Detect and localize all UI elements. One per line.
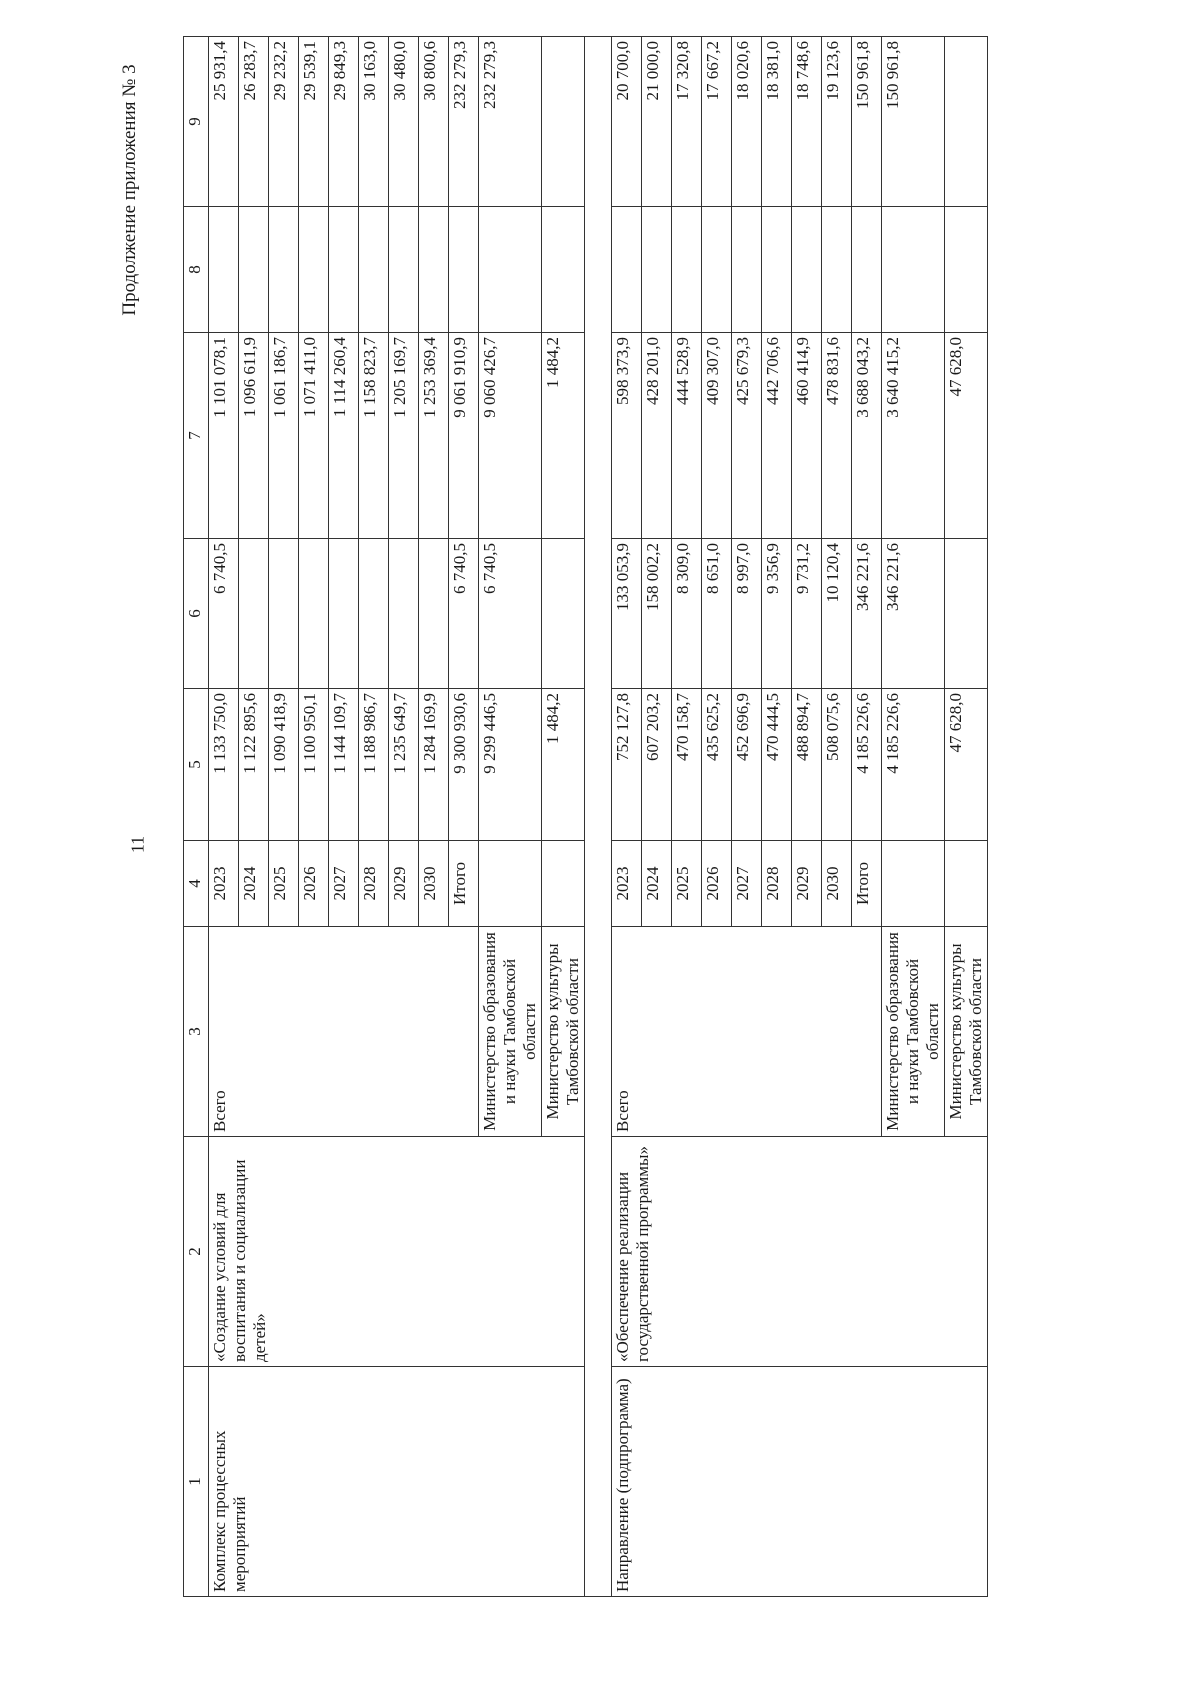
- amount-cell: 607 203,2: [642, 689, 672, 841]
- amount-cell: 409 307,0: [702, 333, 732, 539]
- amount-cell: 1 114 260,4: [329, 333, 359, 539]
- year-cell-empty: [882, 841, 945, 927]
- amount-cell: 47 628,0: [945, 689, 988, 841]
- rotated-table-wrapper: [183, 37, 1063, 1597]
- amount-cell: 452 696,9: [732, 689, 762, 841]
- amount-cell: 444 528,9: [672, 333, 702, 539]
- amount-cell: 19 123,6: [822, 37, 852, 207]
- amount-cell: 158 002,2: [642, 539, 672, 689]
- year-cell: 2026: [299, 841, 329, 927]
- year-cell: 2025: [672, 841, 702, 927]
- column-number: 1: [184, 1367, 209, 1597]
- amount-cell: 1 284 169,9: [419, 689, 449, 841]
- amount-cell: 1 484,2: [542, 333, 585, 539]
- amount-cell: 435 625,2: [702, 689, 732, 841]
- amount-cell: 9 356,9: [762, 539, 792, 689]
- amount-cell: 9 300 930,6: [449, 689, 479, 841]
- column-number: 2: [184, 1137, 209, 1367]
- agency-name: Министерство образования и науки Тамбовской области: [479, 927, 542, 1137]
- amount-cell: 1 235 649,7: [389, 689, 419, 841]
- column-number-row: [184, 37, 209, 1597]
- year-cell: 2029: [792, 841, 822, 927]
- amount-cell: 598 373,9: [612, 333, 642, 539]
- amount-cell: [612, 207, 642, 333]
- amount-cell: 150 961,8: [882, 37, 945, 207]
- amount-cell: [419, 207, 449, 333]
- amount-cell: 346 221,6: [852, 539, 882, 689]
- amount-cell: [732, 207, 762, 333]
- spacer-row: [585, 37, 612, 1597]
- amount-cell: 1 205 169,7: [389, 333, 419, 539]
- amount-cell: 1 100 950,1: [299, 689, 329, 841]
- year-cell: 2023: [209, 841, 239, 927]
- block-type: Комплекс процессных мероприятий: [209, 1367, 585, 1597]
- amount-cell: 10 120,4: [822, 539, 852, 689]
- amount-cell: 1 071 411,0: [299, 333, 329, 539]
- year-cell: 2029: [389, 841, 419, 927]
- amount-cell: 1 090 418,9: [269, 689, 299, 841]
- amount-cell: 6 740,5: [449, 539, 479, 689]
- year-cell: Итого: [852, 841, 882, 927]
- spacer-cell: [585, 37, 612, 1597]
- amount-cell: 8 651,0: [702, 539, 732, 689]
- amount-cell: 30 163,0: [359, 37, 389, 207]
- amount-cell: 752 127,8: [612, 689, 642, 841]
- amount-cell: [479, 207, 542, 333]
- amount-cell: [389, 539, 419, 689]
- year-cell: 2024: [239, 841, 269, 927]
- amount-cell: 29 539,1: [299, 37, 329, 207]
- amount-cell: [359, 207, 389, 333]
- amount-cell: [269, 207, 299, 333]
- amount-cell: 25 931,4: [209, 37, 239, 207]
- amount-cell: 428 201,0: [642, 333, 672, 539]
- amount-cell: 29 232,2: [269, 37, 299, 207]
- amount-cell: [792, 207, 822, 333]
- amount-cell: 470 158,7: [672, 689, 702, 841]
- amount-cell: 470 444,5: [762, 689, 792, 841]
- amount-cell: [702, 207, 732, 333]
- amount-cell: [945, 539, 988, 689]
- amount-cell: [329, 539, 359, 689]
- year-cell-empty: [542, 841, 585, 927]
- year-cell: 2023: [612, 841, 642, 927]
- amount-cell: 133 053,9: [612, 539, 642, 689]
- budget-table: [183, 36, 988, 1597]
- amount-cell: 1 144 109,7: [329, 689, 359, 841]
- column-number: 4: [184, 841, 209, 927]
- year-cell: 2028: [762, 841, 792, 927]
- amount-cell: 1 101 078,1: [209, 333, 239, 539]
- amount-cell: 18 020,6: [732, 37, 762, 207]
- amount-cell: 1 188 986,7: [359, 689, 389, 841]
- amount-cell: [882, 207, 945, 333]
- amount-cell: 8 309,0: [672, 539, 702, 689]
- amount-cell: [419, 539, 449, 689]
- amount-cell: [209, 207, 239, 333]
- table-row: [209, 37, 239, 1597]
- amount-cell: 18 748,6: [792, 37, 822, 207]
- amount-cell: 1 122 895,6: [239, 689, 269, 841]
- column-number: 3: [184, 927, 209, 1137]
- amount-cell: 346 221,6: [882, 539, 945, 689]
- year-cell: 2025: [269, 841, 299, 927]
- year-cell: 2026: [702, 841, 732, 927]
- column-number: 7: [184, 333, 209, 539]
- block-type: Направление (подпрограмма): [612, 1367, 988, 1597]
- amount-cell: [672, 207, 702, 333]
- amount-cell: 3 688 043,2: [852, 333, 882, 539]
- column-number: 9: [184, 37, 209, 207]
- amount-cell: 18 381,0: [762, 37, 792, 207]
- year-cell-empty: [945, 841, 988, 927]
- amount-cell: 17 667,2: [702, 37, 732, 207]
- amount-cell: 6 740,5: [209, 539, 239, 689]
- amount-cell: [822, 207, 852, 333]
- year-cell-empty: [479, 841, 542, 927]
- funding-source: Всего: [612, 927, 882, 1137]
- amount-cell: 26 283,7: [239, 37, 269, 207]
- column-number: 6: [184, 539, 209, 689]
- amount-cell: [239, 207, 269, 333]
- column-number: 5: [184, 689, 209, 841]
- amount-cell: 1 253 369,4: [419, 333, 449, 539]
- amount-cell: [762, 207, 792, 333]
- amount-cell: 425 679,3: [732, 333, 762, 539]
- amount-cell: 1 158 823,7: [359, 333, 389, 539]
- agency-name: Министерство культуры Тамбовской области: [542, 927, 585, 1137]
- amount-cell: [239, 539, 269, 689]
- amount-cell: 9 060 426,7: [479, 333, 542, 539]
- year-cell: 2024: [642, 841, 672, 927]
- year-cell: 2028: [359, 841, 389, 927]
- amount-cell: [269, 539, 299, 689]
- amount-cell: [945, 37, 988, 207]
- amount-cell: 1 061 186,7: [269, 333, 299, 539]
- agency-name: Министерство культуры Тамбовской области: [945, 927, 988, 1137]
- amount-cell: 460 414,9: [792, 333, 822, 539]
- amount-cell: [642, 207, 672, 333]
- amount-cell: 232 279,3: [449, 37, 479, 207]
- year-cell: 2030: [822, 841, 852, 927]
- amount-cell: [329, 207, 359, 333]
- year-cell: 2030: [419, 841, 449, 927]
- page-number: 11: [127, 835, 148, 854]
- amount-cell: 9 299 446,5: [479, 689, 542, 841]
- year-cell: 2027: [732, 841, 762, 927]
- amount-cell: 47 628,0: [945, 333, 988, 539]
- amount-cell: 4 185 226,6: [882, 689, 945, 841]
- amount-cell: [852, 207, 882, 333]
- amount-cell: [542, 37, 585, 207]
- amount-cell: 8 997,0: [732, 539, 762, 689]
- amount-cell: 150 961,8: [852, 37, 882, 207]
- amount-cell: 30 800,6: [419, 37, 449, 207]
- amount-cell: 9 731,2: [792, 539, 822, 689]
- amount-cell: 508 075,6: [822, 689, 852, 841]
- amount-cell: 442 706,6: [762, 333, 792, 539]
- block-name: «Обеспечение реализации государственной программы»: [612, 1137, 988, 1367]
- amount-cell: 30 480,0: [389, 37, 419, 207]
- amount-cell: 478 831,6: [822, 333, 852, 539]
- amount-cell: 4 185 226,6: [852, 689, 882, 841]
- amount-cell: [542, 539, 585, 689]
- amount-cell: 1 096 611,9: [239, 333, 269, 539]
- amount-cell: 21 000,0: [642, 37, 672, 207]
- amount-cell: [389, 207, 419, 333]
- amount-cell: 1 484,2: [542, 689, 585, 841]
- amount-cell: 29 849,3: [329, 37, 359, 207]
- block-name: «Создание условий для воспитания и социализации детей»: [209, 1137, 585, 1367]
- funding-source: Всего: [209, 927, 479, 1137]
- column-number: 8: [184, 207, 209, 333]
- amount-cell: 3 640 415,2: [882, 333, 945, 539]
- amount-cell: 6 740,5: [479, 539, 542, 689]
- amount-cell: 232 279,3: [479, 37, 542, 207]
- agency-name: Министерство образования и науки Тамбовской области: [882, 927, 945, 1137]
- amount-cell: [449, 207, 479, 333]
- year-cell: Итого: [449, 841, 479, 927]
- amount-cell: [299, 207, 329, 333]
- amount-cell: 9 061 910,9: [449, 333, 479, 539]
- amount-cell: 20 700,0: [612, 37, 642, 207]
- amount-cell: [542, 207, 585, 333]
- year-cell: 2027: [329, 841, 359, 927]
- amount-cell: [359, 539, 389, 689]
- amount-cell: 488 894,7: [792, 689, 822, 841]
- table-row: [612, 37, 642, 1597]
- amount-cell: 17 320,8: [672, 37, 702, 207]
- amount-cell: 1 133 750,0: [209, 689, 239, 841]
- amount-cell: [299, 539, 329, 689]
- appendix-continuation-note: Продолжение приложения № 3: [119, 64, 140, 316]
- amount-cell: [945, 207, 988, 333]
